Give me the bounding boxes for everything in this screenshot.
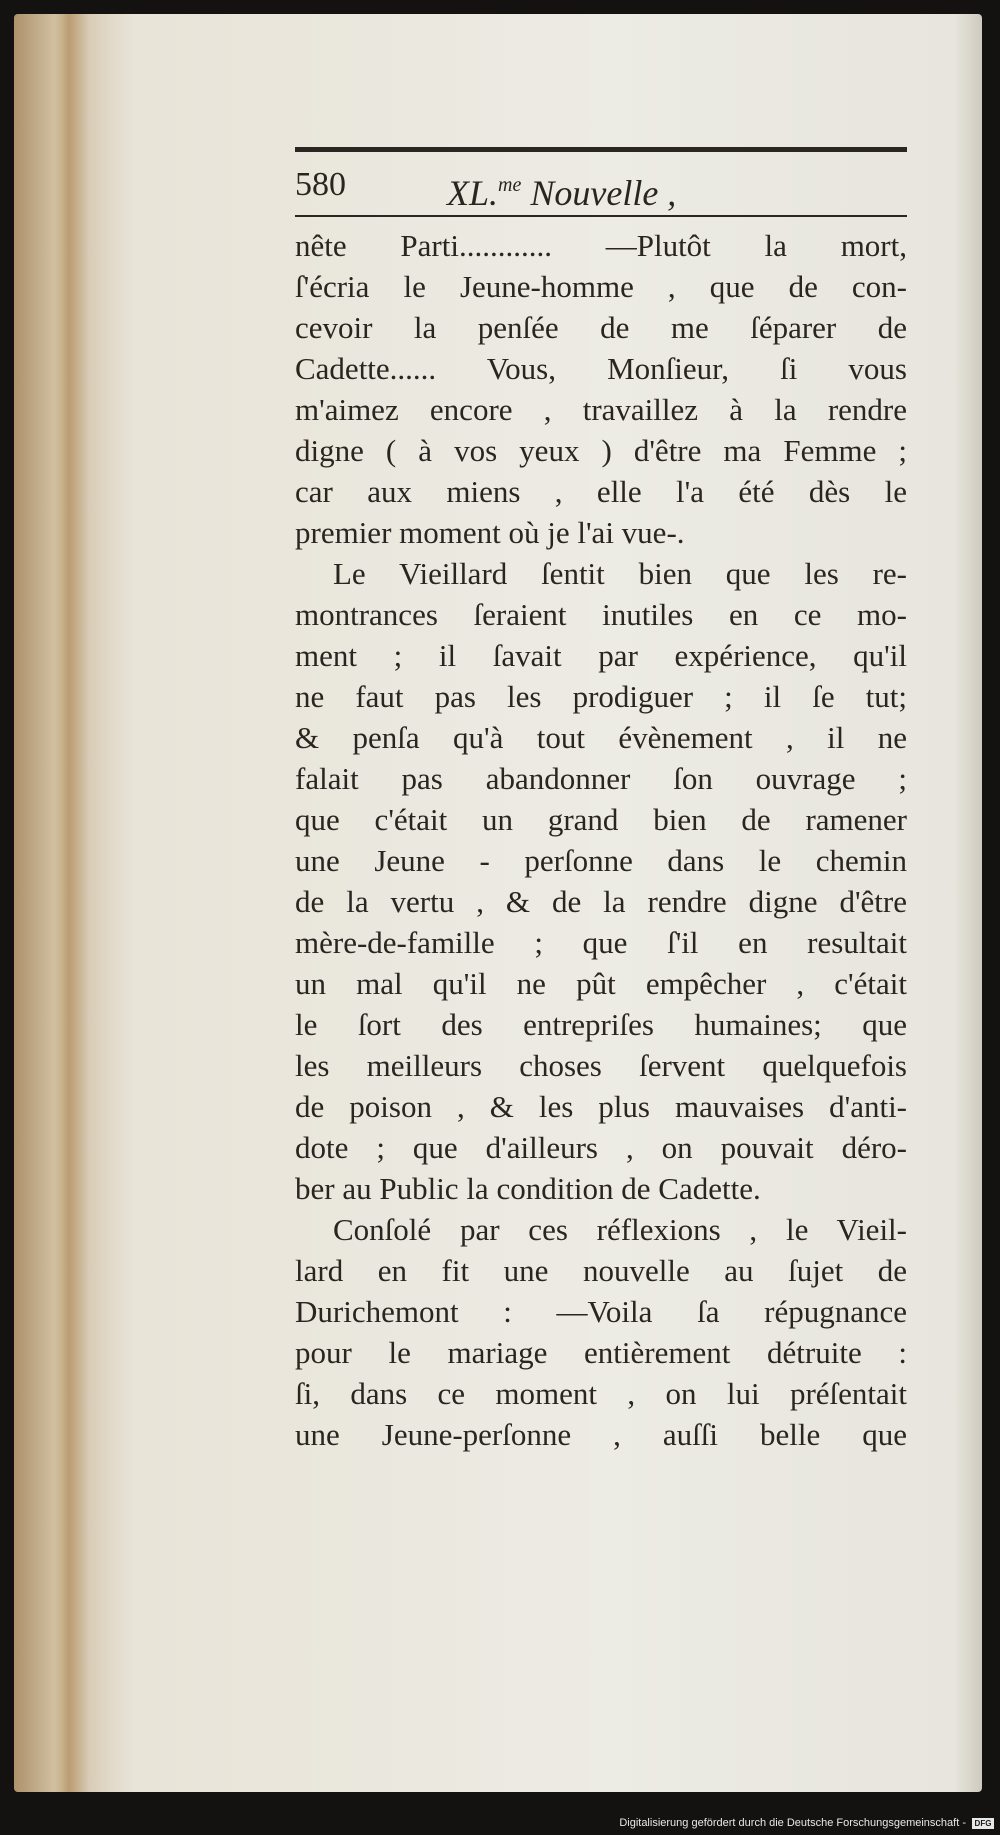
text-line: cevoir la penſée de me ſéparer de [295,310,907,345]
dfg-logo-icon: DFG [972,1818,994,1829]
text-line: nête Parti............ —Plutôt la mort, [295,228,907,263]
text-line: de la vertu , & de la rendre digne d'être [295,884,907,919]
text-line: le ſort des entrepriſes humaines; que [295,1007,907,1042]
text-line: car aux miens , elle l'a été dès le [295,474,907,509]
header-rule-top [295,147,907,152]
text-line: mère-de-famille ; que ſ'il en resultait [295,925,907,960]
digitization-footer [619,1815,994,1831]
text-line: ment ; il ſavait par expérience, qu'il [295,638,907,673]
paper-edge-stain [14,14,104,1792]
text-line: premier moment où je l'ai vue-. [295,515,685,550]
text-line: lard en fit une nouvelle au ſujet de [295,1253,907,1288]
text-line: montrances ſeraient inutiles en ce mo- [295,597,907,632]
text-line: de poison , & les plus mauvaises d'anti- [295,1089,907,1124]
body-text [295,225,907,1455]
running-title [447,165,676,213]
text-line: ſ'écria le Jeune-homme , que de con- [295,269,907,304]
page-number: 580 [295,166,346,203]
text-line: & penſa qu'à tout évènement , il ne [295,720,907,755]
running-title-superscript: me [498,174,522,196]
text-line: que c'était un grand bien de ramener [295,802,907,837]
text-line: ſi, dans ce moment , on lui préſentait [295,1376,907,1411]
text-line: digne ( à vos yeux ) d'être ma Femme ; [295,433,907,468]
text-line: Le Vieillard ſentit bien que les re- [333,556,907,591]
text-line: une Jeune - perſonne dans le chemin [295,843,907,878]
text-line: m'aimez encore , travaillez à la rendre [295,392,907,427]
text-line: les meilleurs choses ſervent quelquefois [295,1048,907,1083]
text-line: pour le mariage entièrement détruite : [295,1335,907,1370]
running-title-main: XL. [447,173,499,213]
text-line: ber au Public la condition de Cadette. [295,1171,761,1206]
text-line: un mal qu'il ne pût empêcher , c'était [295,966,907,1001]
funding-credit: Digitalisierung gefördert durch die Deutsche Forschungsgemeinschaft - [619,1817,966,1829]
text-line: Cadette...... Vous, Monſieur, ſi vous [295,351,907,386]
text-line: falait pas abandonner ſon ouvrage ; [295,761,907,796]
text-line: Durichemont : —Voila ſa répugnance [295,1294,907,1329]
text-line: ne faut pas les prodiguer ; il ſe tut; [295,679,907,714]
text-line: Conſolé par ces réflexions , le Vieil- [333,1212,907,1247]
running-head [295,165,907,213]
text-line: dote ; que d'ailleurs , on pouvait déro- [295,1130,907,1165]
running-title-rest: Nouvelle , [521,173,677,213]
text-line: une Jeune-perſonne , auſſi belle que [295,1417,907,1452]
header-rule-bottom [295,215,907,217]
